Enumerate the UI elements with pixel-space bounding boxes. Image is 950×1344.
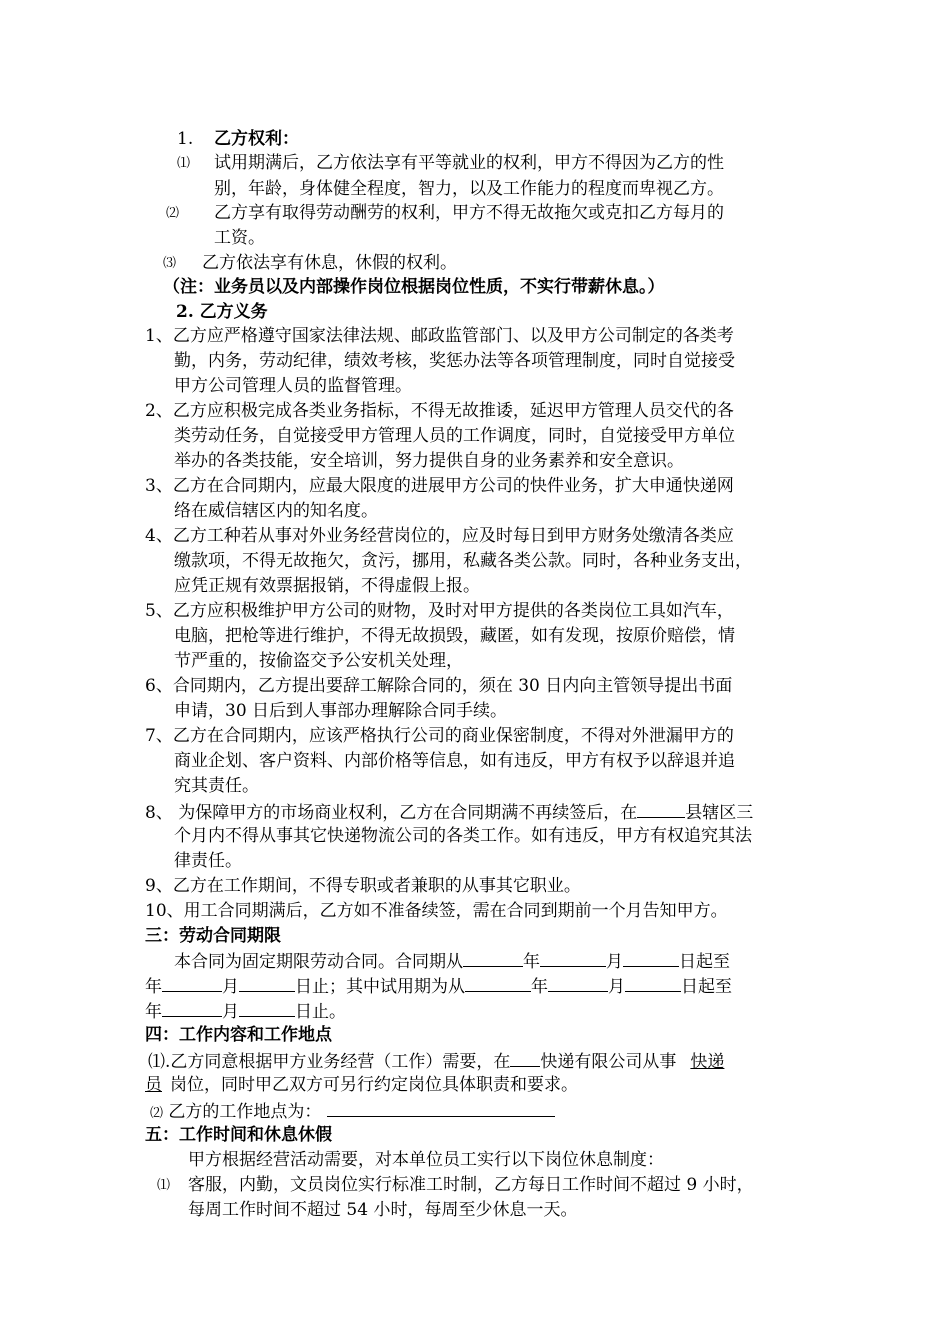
blank-field <box>162 973 222 992</box>
item-text: 别，年龄，身体健全程度，智力，以及工作能力的程度而卑视乙方。 <box>214 179 724 199</box>
list-item: 4、乙方工种若从事对外业务经营岗位的，应及时每日到甲方财务处缴清各类应 <box>145 526 734 546</box>
blank-field <box>548 973 608 992</box>
section-intro: 甲方根据经营活动需要，对本单位员工实行以下岗位休息制度： <box>188 1150 664 1170</box>
work-location-line <box>150 1098 555 1126</box>
list-item: 申请，30 日后到人事部办理解除合同手续。 <box>174 701 508 721</box>
list-item: 9、乙方在工作期间，不得专职或者兼职的从事其它职业。 <box>145 876 581 896</box>
term-text: 日止。 <box>295 1002 346 1022</box>
blank-field <box>162 998 222 1017</box>
list-item: 3、乙方在合同期内，应最大限度的进展甲方公司的快件业务，扩大申通快递网 <box>145 476 734 496</box>
list-item: 类劳动任务，自觉接受甲方管理人员的工作调度，同时，自觉接受甲方单位 <box>174 426 735 446</box>
list-item: 2、乙方应积极完成各类业务指标，不得无故推诿，延迟甲方管理人员交代的各 <box>145 401 734 421</box>
term-text: 月 <box>606 952 623 972</box>
term-text: 月 <box>222 1002 239 1022</box>
term-text: 年 <box>523 952 540 972</box>
item-number: ⑵ <box>166 206 180 221</box>
work-content-line <box>145 1073 578 1097</box>
list-item: 应凭正规有效票据报销，不得虚假上报。 <box>174 576 480 596</box>
section-number: 1. <box>177 129 194 149</box>
list-item: 缴款项，不得无故拖欠，贪污，挪用，私藏各类公款。同时，各种业务支出， <box>174 551 752 571</box>
blank-field <box>239 973 295 992</box>
term-text: 月 <box>608 977 625 997</box>
list-item: 甲方公司管理人员的监督管理。 <box>174 376 412 396</box>
list-item: 个月内不得从事其它快递物流公司的各类工作。如有违反，甲方有权追究其法 <box>174 826 752 846</box>
list-item: 10、用工合同期满后，乙方如不准备续签，需在合同到期前一个月告知甲方。 <box>145 901 728 921</box>
work-content-line <box>148 1048 724 1074</box>
item-text: 乙方依法享有休息，休假的权利。 <box>202 253 457 273</box>
term-text: 本合同为固定期限劳动合同。合同期从 <box>174 952 463 972</box>
term-text: 年 <box>531 977 548 997</box>
blank-field <box>623 948 679 967</box>
item-text: 每周工作时间不超过 54 小时，每周至少休息一天。 <box>188 1200 578 1220</box>
item-text: 8、 为保障甲方的市场商业权利，乙方在合同期满不再续签后，在 <box>145 803 638 823</box>
blank-field <box>239 998 295 1017</box>
contract-term-line <box>145 998 346 1024</box>
content-text: 岗位，同时甲乙双方可另行约定岗位具体职责和要求。 <box>170 1075 578 1095</box>
section-title: 乙方权利： <box>214 129 299 149</box>
item-text: 工资。 <box>214 228 265 248</box>
term-text: 年 <box>145 977 162 997</box>
term-text: 日止；其中试用期为从 <box>295 977 465 997</box>
list-item: 1、乙方应严格遵守国家法律法规、邮政监管部门、以及甲方公司制定的各类考 <box>145 326 734 346</box>
list-item: 举办的各类技能，安全培训，努力提供自身的业务素养和安全意识。 <box>174 451 684 471</box>
note: （注：业务员以及内部操作岗位根据岗位性质，不实行带薪休息。） <box>163 277 665 297</box>
section-title: 四：工作内容和工作地点 <box>145 1025 332 1045</box>
contract-term-line <box>145 973 732 999</box>
list-item: 律责任。 <box>174 851 242 871</box>
content-text: 乙方的工作地点为： <box>168 1102 322 1122</box>
list-item: 5、乙方应积极维护甲方公司的财物，及时对甲方提供的各类岗位工具如汽车， <box>145 601 734 621</box>
blank-field <box>465 973 531 992</box>
section-title: 三：劳动合同期限 <box>145 926 281 946</box>
item-text: 客服，内勤，文员岗位实行标准工时制，乙方每日工作时间不超过 9 小时， <box>188 1175 754 1195</box>
list-item: 勤，内务，劳动纪律，绩效考核，奖惩办法等各项管理制度，同时自觉接受 <box>174 351 735 371</box>
content-text: 快递有限公司从事 <box>540 1052 677 1072</box>
blank-field <box>327 1098 555 1117</box>
post-name: 员 <box>145 1075 162 1095</box>
list-item: 商业企划、客户资料、内部价格等信息，如有违反，甲方有权予以辞退并追 <box>174 751 735 771</box>
list-item: 究其责任。 <box>174 776 259 796</box>
post-name: 快递 <box>690 1052 725 1072</box>
list-item: 6、合同期内，乙方提出要辞工解除合同的，须在 30 日内向主管领导提出书面 <box>145 676 733 696</box>
term-text: 年 <box>145 1002 162 1022</box>
blank-field <box>510 1048 540 1067</box>
list-item <box>145 799 753 825</box>
blank-field <box>540 948 606 967</box>
item-text: 县辖区三 <box>685 803 754 823</box>
term-text: 日起至 <box>679 952 730 972</box>
item-text: 试用期满后，乙方依法享有平等就业的权利，甲方不得因为乙方的性 <box>214 153 724 173</box>
section-title: 五：工作时间和休息休假 <box>145 1125 332 1145</box>
item-number: ⑴ <box>177 156 191 171</box>
list-item: 节严重的，按偷盗交予公安机关处理， <box>174 651 463 671</box>
item-number: ⑵ <box>150 1106 164 1121</box>
list-item: 络在威信辖区内的知名度。 <box>174 501 378 521</box>
item-number: ⑴ <box>157 1178 171 1193</box>
list-item: 电脑，把枪等进行维护，不得无故损毁，藏匿，如有发现，按原价赔偿，情 <box>174 626 735 646</box>
term-text: 月 <box>222 977 239 997</box>
item-text: 乙方享有取得劳动酬劳的权利，甲方不得无故拖欠或克扣乙方每月的 <box>214 203 724 223</box>
section-title: 2. 乙方义务 <box>176 302 268 322</box>
blank-field <box>463 948 523 967</box>
term-text: 日起至 <box>681 977 732 997</box>
blank-field <box>625 973 681 992</box>
item-number: ⑶ <box>163 256 177 271</box>
blank-field <box>637 799 685 818</box>
list-item: 7、乙方在合同期内，应该严格执行公司的商业保密制度，不得对外泄漏甲方的 <box>145 726 734 746</box>
content-text: ⑴.乙方同意根据甲方业务经营（工作）需要，在 <box>148 1052 511 1072</box>
contract-term-line <box>174 948 730 974</box>
